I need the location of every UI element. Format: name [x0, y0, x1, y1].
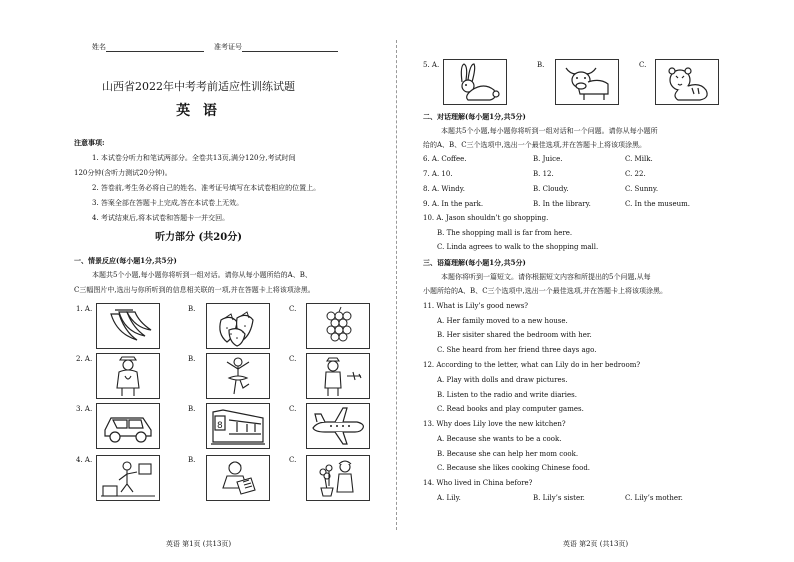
- q14-option-b[interactable]: B. Lily’s sister.: [533, 494, 585, 502]
- q11-option-b[interactable]: B. Her sisiter shared the bedroom with her.: [437, 331, 592, 339]
- q3-label-b: B.: [188, 405, 196, 413]
- q6-option-c[interactable]: C. Milk.: [625, 155, 653, 163]
- person-repairing-icon: [97, 456, 159, 500]
- right-footer: 英语 第2页 (共13页): [562, 540, 629, 548]
- q1-option-c-image[interactable]: [306, 303, 370, 349]
- exam-no-blank: [242, 43, 338, 52]
- q4-label-a: 4. A.: [76, 456, 93, 464]
- notice-line-3: 2. 答卷前,考生务必将自己的姓名、准考证号填写在本试卷相应的位置上。: [92, 184, 321, 192]
- q8-option-b[interactable]: B. Cloudy.: [533, 185, 569, 193]
- q5-option-a-image[interactable]: [443, 59, 507, 105]
- q11-option-c[interactable]: C. She heard from her friend three days ago.: [437, 346, 597, 354]
- q3-option-b-image[interactable]: [206, 403, 270, 449]
- exam-title: 山西省2022年中考考前适应性训练试题: [102, 80, 295, 93]
- q13-option-a[interactable]: A. Because she wants to be a cook.: [437, 435, 562, 443]
- q8-option-a[interactable]: 8. A. Windy.: [423, 185, 465, 193]
- notice-line-1: 1. 本试卷分听力和笔试两部分。全卷共13页,满分120分,考试时间: [92, 154, 296, 162]
- q11-question: 11. What is Lily’s good news?: [423, 302, 529, 310]
- rabbit-icon: [444, 60, 506, 104]
- q12-option-c[interactable]: C. Read books and play computer games.: [437, 405, 584, 413]
- q1-label-b: B.: [188, 305, 196, 313]
- q4-label-c: C.: [289, 456, 297, 464]
- section3-heading: 三、语篇理解(每小题1分,共5分): [423, 258, 526, 267]
- strawberries-icon: [207, 304, 269, 348]
- section1-heading: 一、情景反应(每小题1分,共5分): [74, 256, 177, 265]
- ballerina-icon: [207, 354, 269, 398]
- listening-section-title: 听力部分 (共20分): [155, 232, 242, 243]
- pilot-icon: [307, 354, 369, 398]
- exam-no-field: [214, 43, 338, 52]
- right-page: [397, 0, 794, 562]
- q6-option-b[interactable]: B. Juice.: [533, 155, 563, 163]
- name-label: 姓名: [92, 43, 106, 51]
- notice-line-2: 120分钟(含听力测试20分钟)。: [74, 169, 172, 177]
- q3-option-a-image[interactable]: [96, 403, 160, 449]
- q2-option-b-image[interactable]: [206, 353, 270, 399]
- q13-question: 13. Why does Lily love the new kitchen?: [423, 420, 566, 428]
- q1-label-a: 1. A.: [76, 305, 93, 313]
- svg-text:8: 8: [217, 421, 223, 431]
- bananas-icon: [97, 304, 159, 348]
- car-icon: [97, 404, 159, 448]
- ox-icon: [556, 60, 618, 104]
- q14-option-a[interactable]: A. Lily.: [437, 494, 461, 502]
- q14-option-c[interactable]: C. Lily’s mother.: [625, 494, 683, 502]
- q9-option-b[interactable]: B. In the library.: [533, 200, 591, 208]
- q1-label-c: C.: [289, 305, 297, 313]
- section1-instruction-2: C三幅图片中,选出与你所听到的信息相关联的一项,并在答题卡上将该项涂黑。: [74, 286, 315, 294]
- q7-option-b[interactable]: B. 12.: [533, 170, 554, 178]
- q2-label-c: C.: [289, 355, 297, 363]
- q11-option-a[interactable]: A. Her family moved to a new house.: [437, 317, 568, 325]
- section2-heading: 二、对话理解(每小题1分,共5分): [423, 112, 526, 121]
- q7-option-c[interactable]: C. 22.: [625, 170, 646, 178]
- q6-option-a[interactable]: 6. A. Coffee.: [423, 155, 467, 163]
- grapes-icon: [307, 304, 369, 348]
- subject-title: 英 语: [176, 103, 221, 119]
- name-blank: [106, 43, 204, 52]
- q13-option-b[interactable]: B. Because she can help her mom cook.: [437, 450, 579, 458]
- q3-option-c-image[interactable]: [306, 403, 370, 449]
- doctor-icon: [97, 354, 159, 398]
- q9-option-c[interactable]: C. In the museum.: [625, 200, 690, 208]
- q14-question: 14. Who lived in China before?: [423, 479, 533, 487]
- q10-option-b[interactable]: B. The shopping mall is far from here.: [437, 229, 573, 237]
- q4-option-a-image[interactable]: [96, 455, 160, 501]
- q5-option-b-image[interactable]: [555, 59, 619, 105]
- q9-option-a[interactable]: 9. A. In the park.: [423, 200, 484, 208]
- q4-option-b-image[interactable]: [206, 455, 270, 501]
- airplane-icon: [307, 404, 369, 448]
- woman-with-flowers-icon: [307, 456, 369, 500]
- section3-instruction-2: 小题所给的A、B、C三个选项中,选出一个最佳选项,并在答题卡上将该项涂黑。: [423, 287, 668, 295]
- left-footer: 英语 第1页 (共13页): [165, 540, 232, 548]
- q3-label-c: C.: [289, 405, 297, 413]
- notice-line-5: 4. 考试结束后,将本试卷和答题卡一并交回。: [92, 214, 230, 222]
- section1-instruction-1: 本题共5个小题,每小题你将听到一组对话。请你从每小题所给的A、B、: [92, 271, 312, 279]
- q8-option-c[interactable]: C. Sunny.: [625, 185, 659, 193]
- q3-label-a: 3. A.: [76, 405, 93, 413]
- section2-instruction-1: 本题共5个小题,每小题你将听到一组对话和一个问题。请你从每小题所: [441, 127, 658, 135]
- exam-no-label: 准考证号: [214, 43, 242, 51]
- q13-option-c[interactable]: C. Because she likes cooking Chinese food.: [437, 464, 591, 472]
- name-field: [92, 43, 204, 52]
- q4-option-c-image[interactable]: [306, 455, 370, 501]
- q2-option-c-image[interactable]: [306, 353, 370, 399]
- q1-option-b-image[interactable]: [206, 303, 270, 349]
- q12-option-b[interactable]: B. Listen to the radio and write diaries.: [437, 391, 577, 399]
- notice-line-4: 3. 答案全部在答题卡上完成,答在本试卷上无效。: [92, 199, 244, 207]
- q5-option-c-image[interactable]: [655, 59, 719, 105]
- q4-label-b: B.: [188, 456, 196, 464]
- q10-option-a[interactable]: 10. A. Jason shouldn’t go shopping.: [423, 214, 549, 222]
- q2-label-b: B.: [188, 355, 196, 363]
- q2-label-a: 2. A.: [76, 355, 93, 363]
- q5-label-c: C.: [639, 61, 647, 69]
- q1-option-a-image[interactable]: [96, 303, 160, 349]
- q7-option-a[interactable]: 7. A. 10.: [423, 170, 453, 178]
- q12-option-a[interactable]: A. Play with dolls and draw pictures.: [437, 376, 568, 384]
- train-icon: [207, 404, 269, 448]
- section2-instruction-2: 给的A、B、C三个选项中,选出一个最佳选项,并在答题卡上将该项涂黑。: [423, 141, 647, 149]
- tiger-icon: [656, 60, 718, 104]
- notice-title: 注意事项:: [74, 138, 105, 147]
- q2-option-a-image[interactable]: [96, 353, 160, 399]
- q12-question: 12. According to the letter, what can Lily do in her bedroom?: [423, 361, 641, 369]
- girl-reading-icon: [207, 456, 269, 500]
- q5-label-a: 5. A.: [423, 61, 440, 69]
- q5-label-b: B.: [537, 61, 545, 69]
- section3-instruction-1: 本题你将听到一篇短文。请你根据短文内容和所提出的5个问题,从每: [441, 273, 651, 281]
- q10-option-c[interactable]: C. Linda agrees to walk to the shopping mall.: [437, 243, 599, 251]
